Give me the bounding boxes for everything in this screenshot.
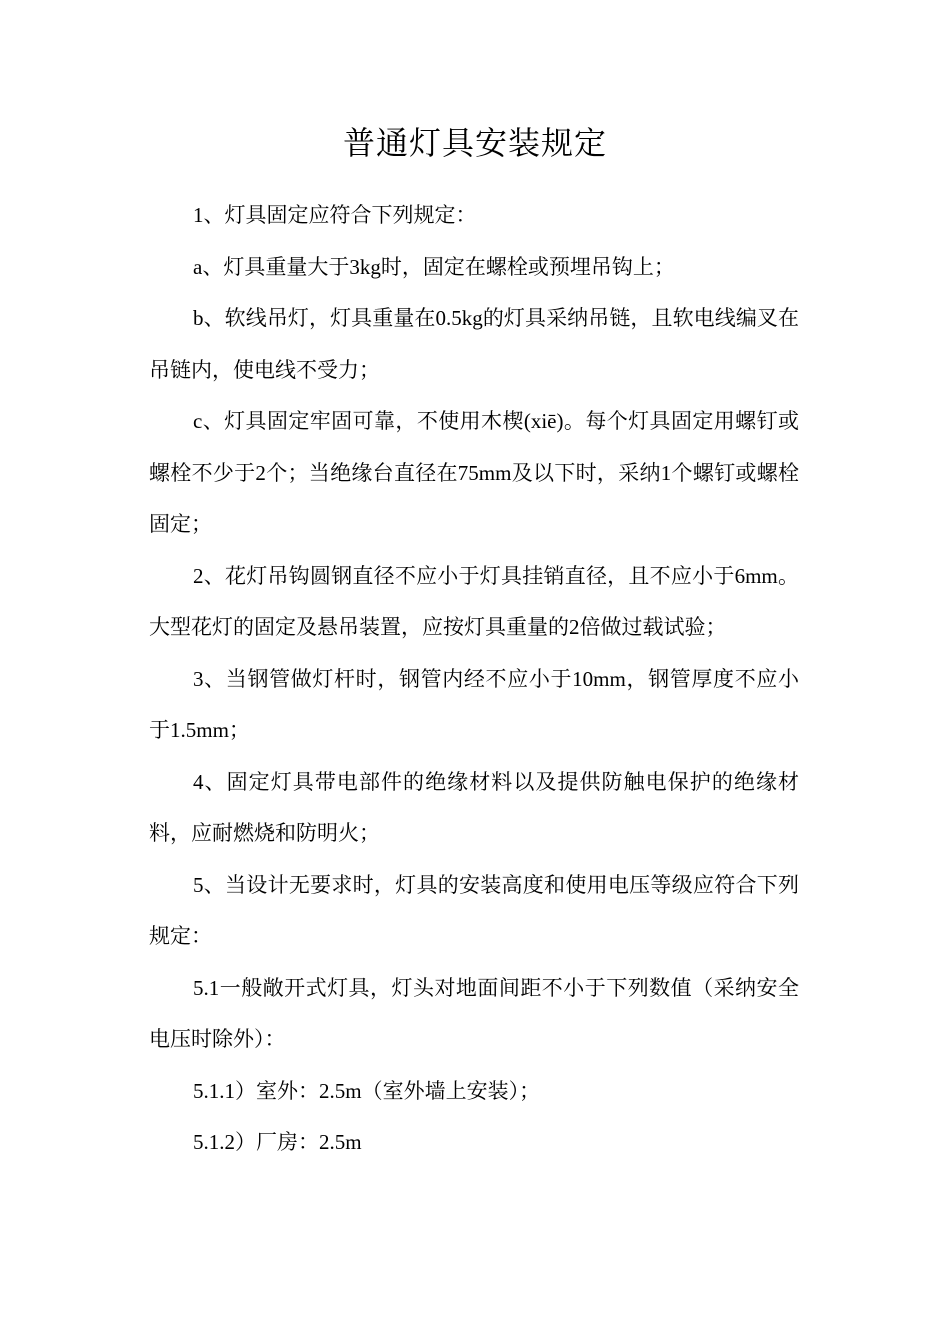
paragraph-1a: a、灯具重量大于3kg时，固定在螺栓或预埋吊钩上；	[193, 254, 675, 279]
paragraph-5-1-1: 5.1.1）室外：2.5m（室外墙上安装）；	[193, 1078, 541, 1103]
paragraph-3: 3、当钢管做灯杆时，钢管内经不应小于10mm，钢管厚度不应小于1.5mm；	[149, 666, 799, 742]
paragraph-1b: b、软线吊灯，灯具重量在0.5kg的灯具采纳吊链，且软电线编叉在吊链内，使电线不受力；	[149, 306, 799, 382]
paragraph-5-1-2: 5.1.2）厂房：2.5m	[193, 1130, 362, 1154]
paragraph-5: 5、当设计无要求时，灯具的安装高度和使用电压等级应符合下列规定：	[149, 872, 799, 948]
document-title: 普通灯具安装规定	[342, 125, 607, 161]
paragraph-2: 2、花灯吊钩圆钢直径不应小于灯具挂销直径，且不应小于6mm。大型花灯的固定及悬吊装置，应按灯具重量的2倍做过载试验；	[149, 563, 799, 639]
paragraph-1: 1、灯具固定应符合下列规定：	[193, 203, 477, 227]
document-body	[149, 190, 799, 1169]
paragraph-4: 4、固定灯具带电部件的绝缘材料以及提供防触电保护的绝缘材料，应耐燃烧和防明火；	[149, 769, 799, 845]
paragraph-1c: c、灯具固定牢固可靠，不使用木楔(xiē)。每个灯具固定用螺钉或螺栓不少于2个；当绝缘台直径在75mm及以下时，采纳1个螺钉或螺栓固定；	[149, 409, 799, 536]
paragraph-5-1: 5.1一般敞开式灯具，灯头对地面间距不小于下列数值（采纳安全电压时除外）：	[149, 975, 799, 1051]
